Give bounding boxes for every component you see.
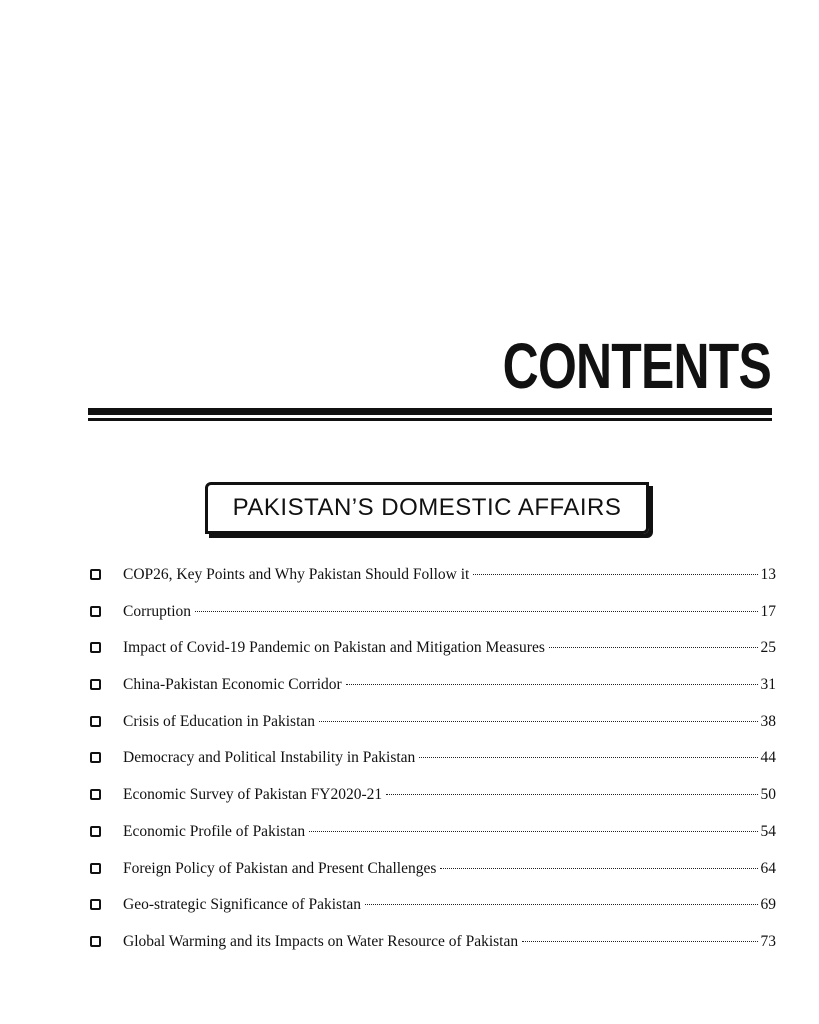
dot-leader [419, 757, 758, 758]
toc-item[interactable] [90, 676, 776, 713]
toc-item[interactable] [90, 823, 776, 860]
toc-item-page: 31 [760, 676, 776, 694]
toc-item[interactable] [90, 603, 776, 640]
toc-item-title: Geo-strategic Significance of Pakistan [123, 896, 362, 914]
toc-item-page: 25 [760, 639, 776, 657]
toc-item-title: Impact of Covid-19 Pandemic on Pakistan and Mitigation Measures [123, 639, 545, 657]
toc-item-title: Foreign Policy of Pakistan and Present Challenges [123, 859, 437, 877]
dot-leader [549, 647, 758, 648]
toc-item-title: Crisis of Education in Pakistan [123, 712, 316, 730]
section-title: PAKISTAN’S DOMESTIC AFFAIRS [232, 494, 622, 521]
toc-item-page: 54 [760, 822, 776, 840]
checkbox-icon [90, 863, 101, 874]
dot-leader [386, 794, 758, 795]
checkbox-icon [90, 899, 101, 910]
toc-item-title: COP26, Key Points and Why Pakistan Should Follow it [123, 566, 470, 583]
toc-item-page: 38 [760, 712, 776, 730]
dot-leader [473, 574, 758, 575]
toc-item-title: Democracy and Political Instability in Pakistan [123, 749, 416, 767]
toc-item[interactable] [90, 896, 776, 933]
toc-item-page: 50 [760, 786, 776, 804]
dot-leader [365, 904, 758, 905]
dot-leader [195, 611, 758, 612]
toc-item-title: China-Pakistan Economic Corridor [123, 676, 342, 694]
dot-leader [522, 941, 758, 942]
page-title: CONTENTS [502, 330, 771, 402]
checkbox-icon [90, 679, 101, 690]
checkbox-icon [90, 789, 101, 800]
toc-item-title: Economic Survey of Pakistan FY2020-21 [123, 786, 383, 804]
toc-item-title: Economic Profile of Pakistan [123, 822, 306, 840]
toc-item[interactable] [90, 749, 776, 786]
toc-item[interactable] [90, 786, 776, 823]
title-rule-thick [88, 408, 772, 415]
toc-item-page: 13 [760, 566, 776, 583]
toc-item[interactable] [90, 639, 776, 676]
dot-leader [309, 831, 758, 832]
checkbox-icon [90, 569, 101, 580]
section-heading-box [205, 482, 649, 534]
dot-leader [346, 684, 758, 685]
toc-item[interactable] [90, 933, 776, 970]
toc-item-page: 44 [760, 749, 776, 767]
checkbox-icon [90, 826, 101, 837]
toc-item[interactable] [90, 713, 776, 750]
checkbox-icon [90, 752, 101, 763]
toc-item-page: 64 [760, 859, 776, 877]
toc-list [90, 566, 776, 970]
toc-item-page: 73 [760, 932, 776, 950]
checkbox-icon [90, 606, 101, 617]
toc-item[interactable] [90, 860, 776, 897]
toc-item-page: 17 [760, 602, 776, 620]
title-rule-thin [88, 418, 772, 421]
toc-item[interactable] [90, 566, 776, 603]
checkbox-icon [90, 716, 101, 727]
toc-item-page: 69 [760, 896, 776, 914]
checkbox-icon [90, 642, 101, 653]
dot-leader [440, 868, 758, 869]
toc-item-title: Corruption [123, 602, 192, 620]
checkbox-icon [90, 936, 101, 947]
toc-item-title: Global Warming and its Impacts on Water Resource of Pakistan [123, 932, 519, 950]
dot-leader [319, 721, 758, 722]
